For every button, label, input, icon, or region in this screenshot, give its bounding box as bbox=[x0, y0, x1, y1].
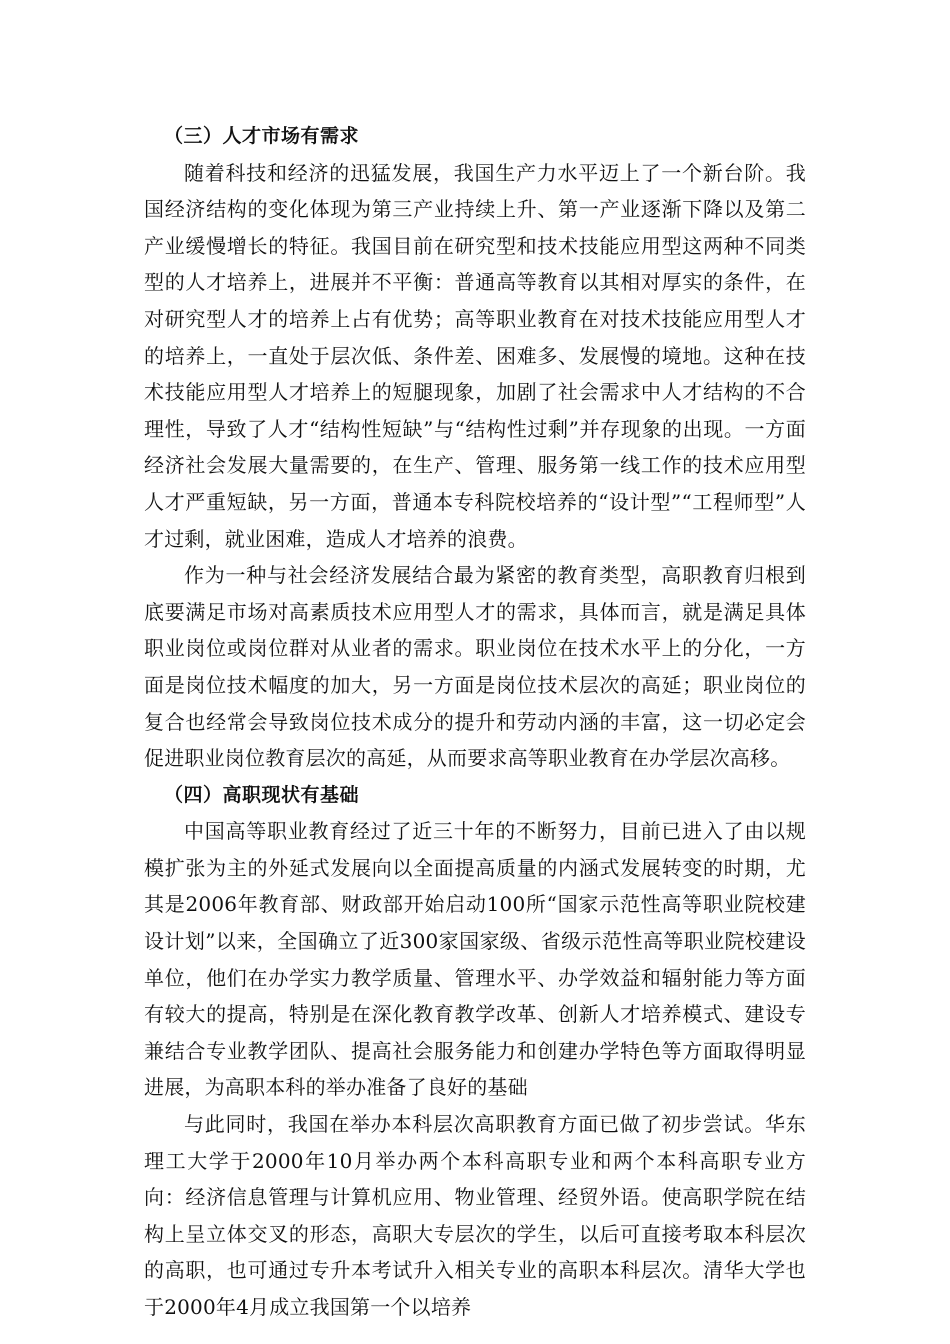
paragraph-undergraduate-attempts: 与此同时，我国在举办本科层次高职教育方面已做了初步尝试。华东理工大学于2000年10月举办两个本科高职专业和两个本科高职专业方向：经济信息管理与计算机应用、物业管理、经贸外语。使高职学院在结构上呈立体交叉的形态，高职大专层次的学生，以后可直接考取本科层次的高职，也可通过专升本考试升入相关专业的高职本科层次。清华大学也于2000年4月成立我国第一个以培养 bbox=[144, 1112, 806, 1319]
paragraph-talent-structure: 随着科技和经济的迅猛发展，我国生产力水平迈上了一个新台阶。我国经济结构的变化体现为第三产业持续上升、第一产业逐渐下降以及第二产业缓慢增长的特征。我国目前在研究型和技术技能应用型这两种不同类型的人才培养上，进展并不平衡：普通高等教育以其相对厚实的条件，在对研究型人才的培养上占有优势；高等职业教育在对技术技能应用型人才的培养上，一直处于层次低、条件差、困难多、发展慢的境地。这种在技术技能应用型人才培养上的短腿现象，加剧了社会需求中人才结构的不合理性，导致了人才“结构性短缺”与“结构性过剩”并存现象的出现。一方面经济社会发展大量需要的，在生产、管理、服务第一线工作的技术应用型人才严重短缺，另一方面，普通本专科院校培养的“设计型”“工程师型”人才过剩，就业困难，造成人才培养的浪费。 bbox=[144, 160, 806, 551]
document-body bbox=[144, 118, 806, 1326]
paragraph-market-demand: 作为一种与社会经济发展结合最为紧密的教育类型，高职教育归根到底要满足市场对高素质技术应用型人才的需求，具体而言，就是满足具体职业岗位或岗位群对从业者的需求。职业岗位在技术水平上的分化，一方面是岗位技术幅度的加大，另一方面是岗位技术层次的高延；职业岗位的复合也经常会导致岗位技术成分的提升和劳动内涵的丰富，这一切必定会促进职业岗位教育层次的高延，从而要求高等职业教育在办学层次高移。 bbox=[144, 563, 806, 771]
paragraph-vocational-development: 中国高等职业教育经过了近三十年的不断努力，目前已进入了由以规模扩张为主的外延式发展向以全面提高质量的内涵式发展转变的时期，尤其是2006年教育部、财政部开始启动100所“国家示范性高等职业院校建设计划”以来，全国确立了近300家国家级、省级示范性高等职业院校建设单位，他们在办学实力教学质量、管理水平、办学效益和辐射能力等方面有较大的提高，特别是在深化教育教学改革、创新人才培养模式、建设专兼结合专业教学团队、提高社会服务能力和创建办学特色等方面取得明显进展，为高职本科的举办准备了良好的基础 bbox=[144, 819, 806, 1100]
section-heading-talent-market: （三）人才市场有需求 bbox=[164, 125, 360, 147]
section-heading-vocational-foundation: （四）高职现状有基础 bbox=[164, 783, 360, 806]
